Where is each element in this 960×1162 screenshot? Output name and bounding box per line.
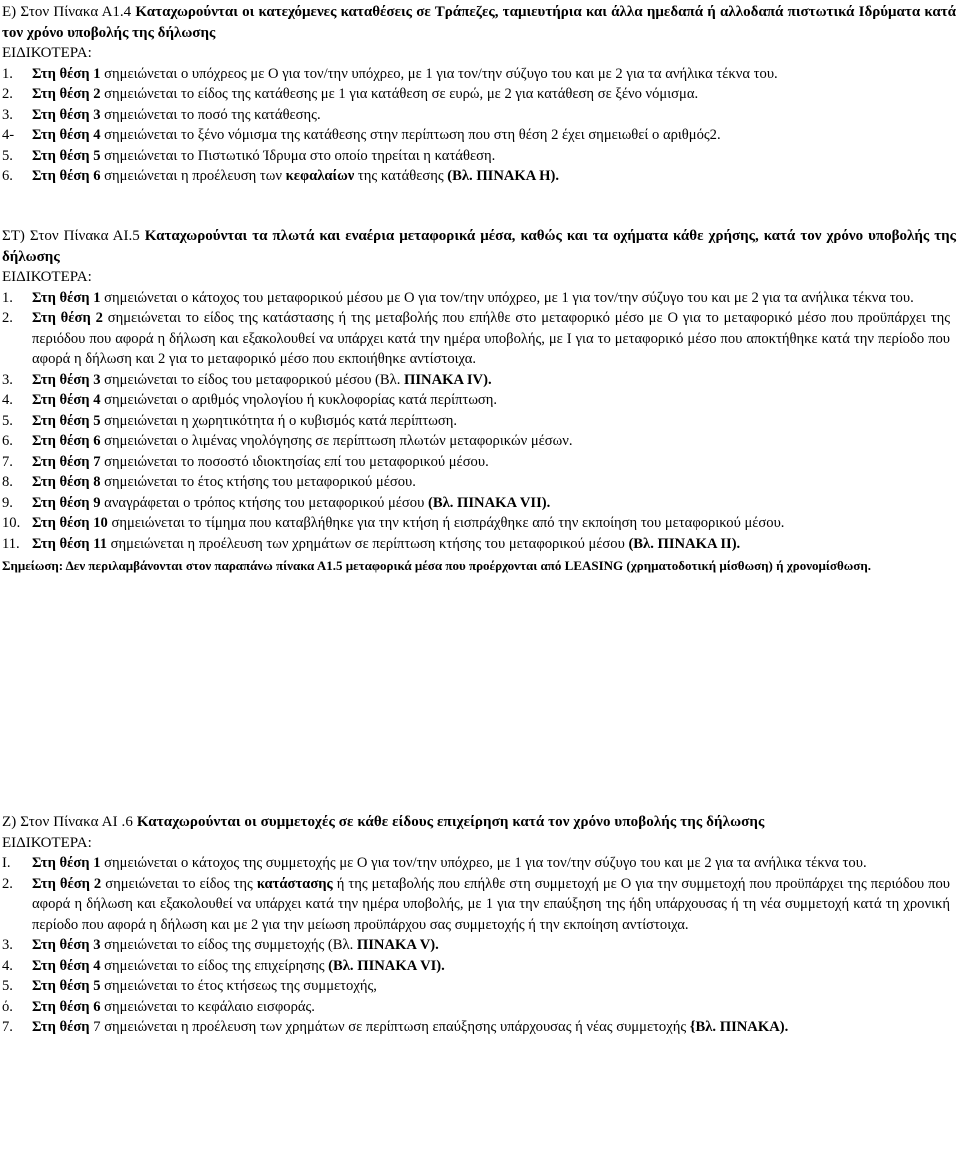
item-position: Στη θέση 5 — [32, 978, 101, 994]
item-body — [32, 370, 960, 391]
item-number: 4- — [2, 127, 15, 143]
item-position: Στη θέση 6 — [32, 168, 101, 184]
item-number: 9. — [2, 494, 13, 511]
item-number: 5. — [2, 978, 13, 994]
item-position: Στη θέση 11 — [32, 535, 108, 552]
list-item — [0, 125, 960, 146]
item-body — [32, 84, 960, 105]
item-body — [32, 853, 960, 874]
item-number: 11. — [2, 535, 20, 552]
item-body — [32, 125, 960, 146]
section-e-heading — [2, 2, 956, 43]
item-number: 2. — [2, 86, 13, 102]
item-table-reference: (Βλ. ΠΙΝΑΚΑ VII). — [427, 494, 551, 511]
section-z — [0, 812, 960, 1038]
item-body — [32, 64, 960, 85]
item-bold-word: κατάστασης — [256, 875, 333, 892]
item-number: 7. — [2, 453, 13, 470]
item-number: 3. — [2, 371, 13, 388]
list-item — [0, 513, 960, 534]
item-number: 3. — [2, 106, 13, 123]
item-text-continued: ή της μεταβολής που επήλθε στη συμμετοχή με Ο για την συμμετοχή που προϋπάρχει της περιόδου που αφορά η δήλωση και εξακολουθεί να υπάρχει κατά την ημέρα υποβολής, με 1 για την επαύξηση της ήδη υπάρχουσας ή τη νέα συμμετοχή κατά τη χρονική περίοδο που αφορά η δήλωση και με 2 για την μείωση προϋπάρχου σας συμμετοχής ή την εκποίηση αντίστοιχα. — [32, 875, 951, 933]
section-e-list — [0, 64, 960, 187]
item-body — [32, 472, 960, 493]
section-st-heading-lead: ΣΤ) Στον Πίνακα ΑΙ.5 — [2, 228, 145, 244]
item-body — [32, 146, 960, 167]
item-position: Στη θέση 6 — [32, 433, 101, 449]
section-e-heading-lead: Ε) Στον Πίνακα Α1.4 — [2, 4, 136, 20]
item-number: 4. — [2, 392, 13, 408]
item-bold-word: κεφαλαίων — [285, 168, 355, 184]
list-item — [0, 997, 960, 1018]
item-position: Στη θέση 1 — [32, 289, 101, 306]
item-text: σημειώνεται το κεφάλαιο εισφοράς. — [100, 998, 315, 1015]
list-item — [0, 411, 960, 432]
item-text: σημειώνεται το ποσό της κατάθεσης. — [100, 106, 321, 123]
section-e-heading-bold: Καταχωρούνται οι κατεχόμενες καταθέσεις σε Τράπεζες, ταμιευτήρια και άλλα ημεδαπά ή αλλοδαπά πιστωτικά Ιδρύματα κατά τον χρόνο υποβολής της δήλωσης — [2, 4, 956, 41]
list-item — [0, 84, 960, 105]
item-text-continued: της κατάθεσης — [354, 168, 448, 184]
item-number: 4. — [2, 957, 13, 974]
item-number: 2. — [2, 310, 13, 326]
item-number: 1. — [2, 65, 13, 82]
item-text: αναγράφεται ο τρόπος κτήσης του μεταφορικού μέσου — [100, 494, 428, 511]
item-text: σημειώνεται το είδος της — [101, 875, 257, 892]
item-number: 2. — [2, 875, 13, 892]
item-position: Στη θέση 2 — [32, 86, 101, 102]
item-body — [32, 390, 960, 411]
list-item — [0, 288, 960, 309]
section-st-subhead: ΕΙΔΙΚΟΤΕΡΑ: — [2, 269, 92, 285]
item-body — [32, 997, 960, 1018]
item-body — [32, 493, 960, 514]
section-st-note: Σημείωση: Δεν περιλαμβάνονται στον παραπάνω πίνακα Α1.5 μεταφορικά μέσα που προέρχονται από LEASING (χρηματοδοτική μίσθωση) ή χρονομίσθωση. — [2, 558, 871, 573]
section-st-heading — [2, 226, 956, 267]
list-item — [0, 146, 960, 167]
item-number: 5. — [2, 147, 13, 164]
section-st-list — [0, 288, 960, 555]
list-item — [0, 976, 960, 997]
item-body — [32, 308, 960, 370]
item-table-reference: {Βλ. ΠΙΝΑΚΑ). — [689, 1019, 789, 1035]
item-text: σημειώνεται το Πιστωτικό Ίδρυμα στο οποίο τηρείται η κατάθεση. — [100, 147, 496, 164]
item-text: σημειώνεται το είδος της συμμετοχής (Βλ. — [100, 937, 357, 953]
item-body — [32, 411, 960, 432]
section-e-subhead: ΕΙΔΙΚΟΤΕΡΑ: — [2, 45, 92, 61]
item-text: σημειώνεται ο λιμένας νηολόγησης σε περίπτωση πλωτών μεταφορικών μέσων. — [100, 433, 573, 449]
list-item — [0, 1017, 960, 1038]
item-number: 6. — [2, 168, 13, 184]
item-position: Στη θέση — [32, 1019, 90, 1035]
item-body — [32, 956, 960, 977]
list-item — [0, 64, 960, 85]
list-item — [0, 105, 960, 126]
item-table-reference: ΠΙΝΑΚΑ V). — [356, 937, 439, 953]
list-item — [0, 956, 960, 977]
item-text: σημειώνεται το είδος της κατάστασης ή της μεταβολής που επήλθε στο μεταφορικό μέσο με Ο για το μεταφορικό μέσο που προϋπάρχει της περιόδου που αφορά η δήλωση και εξακολουθεί να υπάρχει κατά την ημέρα υποβολής, με Ι για το μεταφορικό μέσο που αποκτήθηκε κατά την περίοδο που αφορά η δήλωση και 2 για το μεταφορικό μέσο που εκποιήθηκε αντίστοιχα. — [32, 310, 951, 367]
item-text: σημειώνεται το ξένο νόμισμα της κατάθεσης στην περίπτωση που στη θέση 2 έχει σημειωθεί ο αριθμός2. — [100, 127, 721, 143]
list-item — [0, 493, 960, 514]
section-z-heading — [2, 812, 956, 833]
item-position: Στη θέση 4 — [32, 957, 101, 974]
item-position: Στη θέση 3 — [32, 937, 101, 953]
item-body — [32, 935, 960, 956]
section-st — [0, 226, 960, 575]
list-item — [0, 853, 960, 874]
list-item — [0, 874, 960, 936]
item-text: σημειώνεται ο κάτοχος της συμμετοχής με Ο για τον/την υπόχρεο, με 1 για τον/την σύζυγο του και με 2 για τα ανήλικα τέκνα του. — [100, 855, 867, 871]
item-text: σημειώνεται ο κάτοχος του μεταφορικού μέσου με Ο για τον/την υπόχρεο, με 1 για τον/την σύζυγο του και με 2 για τα ανήλικα τέκνα του. — [100, 289, 914, 306]
item-body — [32, 166, 960, 187]
item-position: Στη θέση 5 — [32, 147, 101, 164]
list-item — [0, 935, 960, 956]
item-number: 7. — [2, 1019, 13, 1035]
item-position: Στη θέση 2 — [32, 875, 102, 892]
item-body — [32, 1017, 960, 1038]
item-position: Στη θέση 3 — [32, 106, 101, 123]
item-body — [32, 431, 960, 452]
item-body — [32, 513, 960, 534]
item-number: 6. — [2, 433, 13, 449]
item-body — [32, 105, 960, 126]
item-table-reference: (Βλ. ΠΙΝΑΚΑ Η). — [447, 168, 560, 184]
item-text: 7 σημειώνεται η προέλευση των χρημάτων σε περίπτωση επαύξησης υπάρχουσας ή νέας συμμετοχής — [89, 1019, 690, 1035]
list-item — [0, 166, 960, 187]
item-position: Στη θέση 5 — [32, 412, 101, 429]
item-table-reference: ΠΙΝΑΚΑ IV). — [404, 371, 492, 388]
item-body — [32, 534, 960, 555]
item-number: I. — [2, 855, 11, 871]
section-z-heading-bold: Καταχωρούνται οι συμμετοχές σε κάθε είδους επιχείρηση κατά τον χρόνο υποβολής της δήλωσης — [136, 814, 765, 830]
item-text: σημειώνεται ο αριθμός νηολογίου ή κυκλοφορίας κατά περίπτωση. — [100, 392, 498, 408]
item-number: ό. — [2, 998, 13, 1015]
list-item — [0, 390, 960, 411]
item-number: 3. — [2, 937, 13, 953]
item-number: 5. — [2, 412, 13, 429]
section-z-subhead: ΕΙΔΙΚΟΤΕΡΑ: — [2, 834, 92, 851]
item-position: Στη θέση 4 — [32, 127, 101, 143]
item-position: Στη θέση 6 — [32, 998, 101, 1015]
item-text: σημειώνεται η προέλευση των χρημάτων σε περίπτωση κτήσης του μεταφορικού μέσου — [107, 535, 629, 552]
item-table-reference: (Βλ. ΠΙΝΑΚΑ ΙΙ). — [628, 535, 741, 552]
item-position: Στη θέση 10 — [32, 515, 108, 531]
item-number: 10. — [2, 515, 21, 531]
item-text: σημειώνεται το τίμημα που καταβλήθηκε για την κτήση ή εισπράχθηκε από την εκποίηση του μεταφορικού μέσου. — [107, 515, 785, 531]
item-text: σημειώνεται το είδος της επιχείρησης — [100, 957, 329, 974]
item-text: σημειώνεται η χωρητικότητα ή ο κυβισμός κατά περίπτωση. — [100, 412, 458, 429]
item-number: 1. — [2, 289, 13, 306]
item-text: σημειώνεται ο υπόχρεος με Ο για τον/την υπόχρεο, με 1 για τον/την σύζυγο του και με 2 για τα ανήλικα τέκνα του. — [100, 65, 778, 82]
item-position: Στη θέση 4 — [32, 392, 101, 408]
item-position: Στη θέση 7 — [32, 453, 101, 470]
item-text: σημειώνεται το είδος του μεταφορικού μέσου (Βλ. — [100, 371, 405, 388]
item-position: Στη θέση 9 — [32, 494, 101, 511]
item-position: Στη θέση 1 — [32, 855, 101, 871]
item-number: 8. — [2, 474, 13, 490]
item-table-reference: (Βλ. ΠΙΝΑΚΑ VI). — [328, 957, 445, 974]
list-item — [0, 472, 960, 493]
item-text: σημειώνεται το ποσοστό ιδιοκτησίας επί του μεταφορικού μέσου. — [100, 453, 489, 470]
item-body — [32, 874, 960, 936]
list-item — [0, 370, 960, 391]
section-z-heading-lead: Ζ) Στον Πίνακα ΑΙ .6 — [2, 814, 137, 830]
item-position: Στη θέση 8 — [32, 474, 101, 490]
section-e — [0, 2, 960, 187]
item-text: σημειώνεται το έτος κτήσεως της συμμετοχής, — [100, 978, 377, 994]
section-z-list — [0, 853, 960, 1038]
item-position: Στη θέση 2 — [32, 310, 103, 326]
list-item — [0, 452, 960, 473]
item-position: Στη θέση 1 — [32, 65, 101, 82]
item-body — [32, 452, 960, 473]
item-text: σημειώνεται το έτος κτήσης του μεταφορικού μέσου. — [100, 474, 416, 490]
list-item — [0, 534, 960, 555]
item-body — [32, 288, 960, 309]
item-text: σημειώνεται η προέλευση των — [100, 168, 286, 184]
item-position: Στη θέση 3 — [32, 371, 101, 388]
item-text: σημειώνεται το είδος της κατάθεσης με 1 για κατάθεση σε ευρώ, με 2 για κατάθεση σε ξένο νόμισμα. — [100, 86, 699, 102]
item-body — [32, 976, 960, 997]
section-st-heading-bold: Καταχωρούνται τα πλωτά και εναέρια μεταφορικά μέσα, καθώς και τα οχήματα κάθε χρήσης, κατά τον χρόνο υποβολής της δήλωσης — [2, 228, 957, 265]
list-item — [0, 308, 960, 370]
list-item — [0, 431, 960, 452]
